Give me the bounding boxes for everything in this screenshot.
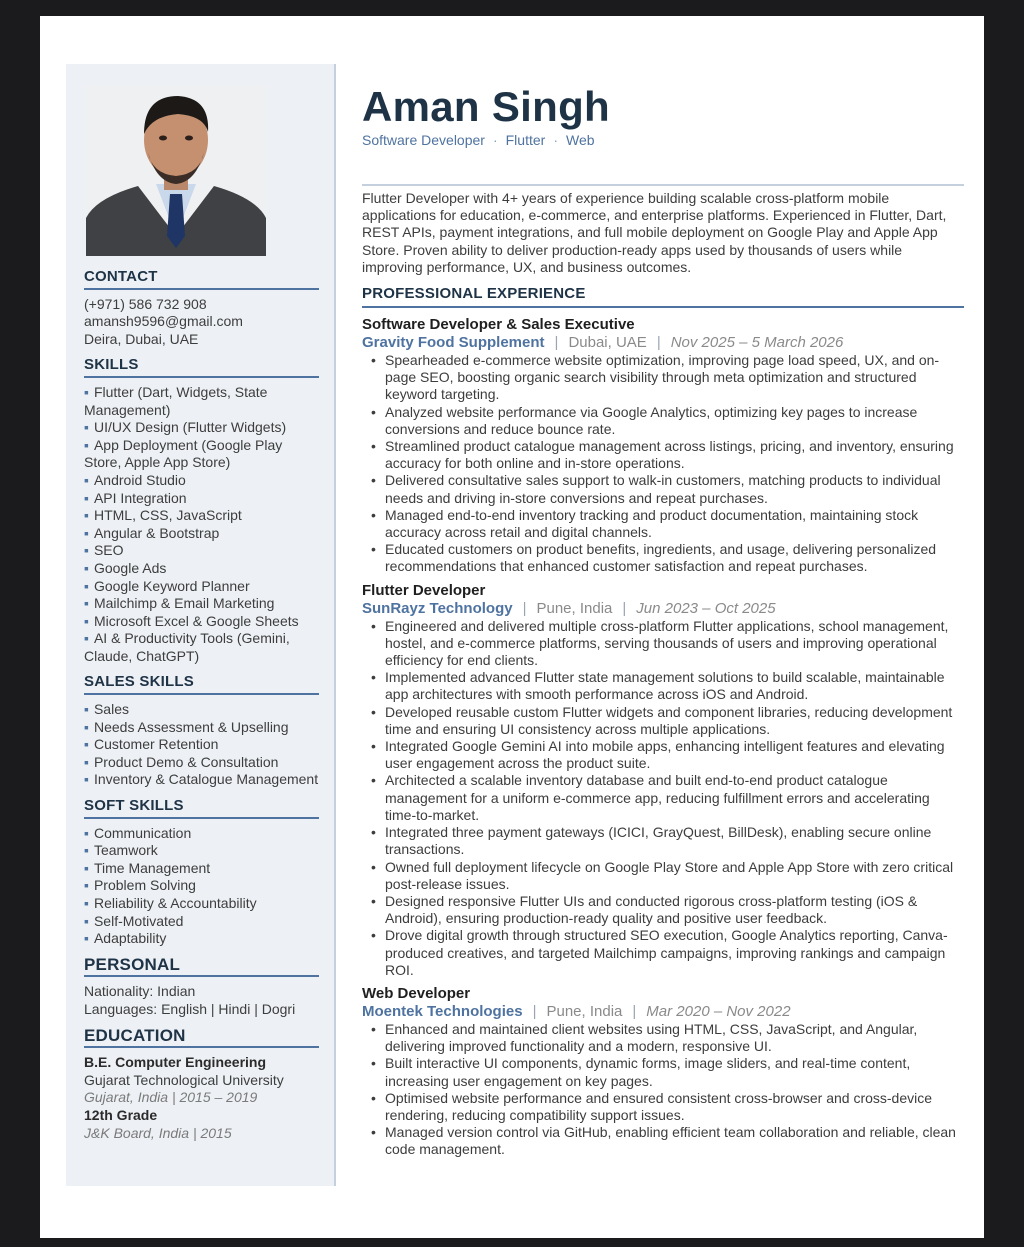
- job-bullets: [362, 352, 964, 576]
- skill-item: [84, 913, 319, 931]
- skill-item: [84, 860, 319, 878]
- education-degree: 12th Grade: [84, 1106, 158, 1123]
- sales-skills-heading: SALES SKILLS: [84, 673, 319, 695]
- job-bullet: • Designed responsive Flutter UIs and conducted rigorous cross-platform testing (iOS & Android), ensuring production-ready quality and positive user feedback.: [362, 893, 964, 927]
- skill-item: [84, 490, 319, 508]
- job-dates: Mar 2020 – Nov 2022: [646, 1002, 791, 1020]
- education-meta: J&K Board, India | 2015: [84, 1124, 232, 1141]
- contact-heading: CONTACT: [84, 268, 319, 290]
- education-section: [84, 1027, 319, 1143]
- experience-heading: PROFESSIONAL EXPERIENCE: [362, 285, 964, 308]
- job-bullet: • Streamlined product catalogue management across listings, pricing, and inventory, ensuring accuracy for both online and in-store operations.: [362, 438, 964, 472]
- skill-label: Microsoft Excel & Google Sheets: [93, 612, 299, 629]
- job-title: Flutter Developer: [362, 581, 486, 599]
- skill-item: [84, 630, 319, 665]
- bullet-marker: ▪: [84, 471, 89, 488]
- bullet-marker: ▪: [84, 383, 89, 400]
- personal-languages: Languages: English | Hindi | Dogri: [84, 1000, 296, 1017]
- job-bullet: • Drove digital growth through structured SEO execution, Google Analytics reporting, Canva-produced creatives, and targeted Mailchimp campaigns, improving rankings and campaign ROI.: [362, 927, 964, 979]
- job-bullet: • Educated customers on product benefits, ingredients, and usage, delivering personalized recommendations that enhanced customer satisfaction and repeat purchases.: [362, 541, 964, 575]
- skill-label: Google Ads: [93, 559, 167, 576]
- job-bullet: • Optimised website performance and ensured consistent cross-browser and cross-device rendering, reducing compatibility support issues.: [362, 1090, 964, 1124]
- job-company: Gravity Food Supplement: [362, 334, 545, 352]
- bullet-marker: ▪: [84, 895, 89, 911]
- meta-separator: |: [532, 1002, 537, 1020]
- skill-item: [84, 613, 319, 631]
- job-location: Pune, India: [536, 599, 613, 617]
- sidebar: [66, 64, 336, 1186]
- education-heading: EDUCATION: [84, 1027, 319, 1049]
- contact-email: amansh9596@gmail.com: [84, 313, 243, 330]
- tagline-separator: ·: [492, 132, 498, 148]
- bullet-marker: ▪: [84, 507, 89, 524]
- bullet-marker: ▪: [84, 559, 89, 576]
- skill-label: Angular & Bootstrap: [93, 524, 220, 541]
- job-dates: Jun 2023 – Oct 2025: [636, 599, 776, 617]
- education-meta: Gujarat, India | 2015 – 2019: [84, 1089, 258, 1106]
- job-bullet: • Managed version control via GitHub, enabling efficient team collaboration and reliable, clean code management.: [362, 1124, 964, 1158]
- skills-heading: SKILLS: [84, 356, 319, 378]
- skill-item: [84, 771, 319, 789]
- bullet-marker: ▪: [84, 718, 89, 735]
- meta-separator: |: [656, 334, 661, 352]
- job-bullet: • Managed end-to-end inventory tracking and product documentation, maintaining stock accuracy across retail and digital channels.: [362, 507, 964, 541]
- skill-item: [84, 472, 319, 490]
- job-meta-line: [362, 334, 964, 352]
- bullet-marker: ▪: [84, 736, 89, 753]
- job-location: Dubai, UAE: [568, 334, 647, 352]
- skill-item: [84, 525, 319, 543]
- bullet-marker: ▪: [84, 753, 89, 770]
- bullet-marker: ▪: [84, 630, 89, 647]
- bullet-marker: ▪: [84, 912, 89, 929]
- job-bullet: • Delivered consultative sales support to walk-in customers, matching products to individual needs and driving in-store conversions and repeat purchases.: [362, 472, 964, 506]
- bullet-marker: ▪: [84, 436, 89, 453]
- job-entry: [362, 582, 964, 979]
- job-dates: Nov 2025 – 5 March 2026: [670, 334, 844, 352]
- skill-label: Teamwork: [93, 842, 158, 859]
- bullet-marker: ▪: [84, 577, 89, 594]
- skill-label: Android Studio: [93, 471, 186, 488]
- bullet-marker: ▪: [84, 842, 89, 859]
- skill-label: SEO: [93, 542, 124, 559]
- job-entry: [362, 316, 964, 576]
- skill-label: Adaptability: [93, 930, 167, 947]
- job-bullets: [362, 618, 964, 979]
- skill-label: HTML, CSS, JavaScript: [93, 507, 242, 524]
- main-column: [362, 82, 964, 1159]
- meta-separator: |: [622, 599, 627, 617]
- skill-item: [84, 595, 319, 613]
- bullet-marker: ▪: [84, 859, 89, 876]
- skill-item: [84, 384, 319, 419]
- skill-label: Sales: [93, 701, 129, 718]
- skill-label: Flutter (Dart, Widgets, State Management): [84, 383, 268, 418]
- education-institution: Gujarat Technological University: [84, 1071, 284, 1088]
- skill-item: [84, 877, 319, 895]
- soft-skills-heading: SOFT SKILLS: [84, 797, 319, 819]
- education-degree: B.E. Computer Engineering: [84, 1054, 267, 1071]
- skill-label: Mailchimp & Email Marketing: [93, 595, 275, 612]
- job-meta-line: [362, 600, 964, 618]
- resume-page: [40, 16, 984, 1238]
- skill-label: Communication: [93, 824, 192, 841]
- skill-label: Needs Assessment & Upselling: [93, 718, 289, 735]
- skill-item: [84, 842, 319, 860]
- job-location: Pune, India: [546, 1002, 623, 1020]
- skill-item: [84, 560, 319, 578]
- tagline-separator: ·: [553, 132, 558, 148]
- contact-phone: (+971) 586 732 908: [84, 295, 207, 312]
- job-bullet: • Built interactive UI components, dynamic forms, image sliders, and real-time content, increasing user engagement on key pages.: [362, 1055, 964, 1089]
- skill-item: [84, 419, 319, 437]
- bullet-marker: ▪: [84, 489, 89, 506]
- skill-item: [84, 437, 319, 472]
- personal-heading: PERSONAL: [84, 956, 319, 978]
- job-title: Software Developer & Sales Executive: [362, 316, 635, 334]
- job-bullet: • Integrated Google Gemini AI into mobile apps, enhancing intelligent features and elevating user engagement across the product suite.: [362, 738, 964, 772]
- experience-list: [362, 316, 964, 1159]
- job-bullet: • Spearheaded e-commerce website optimization, improving page load speed, UX, and on-page SEO, boosting organic search visibility through meta optimization and structured keyword targeting.: [362, 352, 964, 404]
- skill-label: Time Management: [93, 859, 211, 876]
- sidebar-content: [84, 268, 319, 1150]
- job-meta-line: [362, 1003, 964, 1021]
- job-title: Web Developer: [362, 984, 471, 1002]
- meta-separator: |: [522, 599, 527, 617]
- skill-label: Self-Motivated: [93, 912, 184, 929]
- contact-location: Deira, Dubai, UAE: [84, 330, 199, 347]
- tagline: [362, 132, 964, 148]
- professional-summary: Flutter Developer with 4+ years of experience building scalable cross-platform mobile applications for education, e-commerce, and enterprise platforms. Experienced in Flutter, Dart, REST APIs, payment integrations, and full mobile deployment on Google Play and Apple App Store. Proven ability to deliver production-ready apps used by thousands of users while improving performance, UX, and business outcomes.: [362, 190, 947, 275]
- job-bullet: • Enhanced and maintained client websites using HTML, CSS, JavaScript, and Angular, delivering improved functionality and a modern, responsive UI.: [362, 1021, 964, 1055]
- job-bullet: • Developed reusable custom Flutter widgets and component libraries, reducing development time and ensuring UI consistency across multiple applications.: [362, 704, 964, 738]
- personal-nationality: Nationality: Indian: [84, 983, 196, 1000]
- skill-item: [84, 701, 319, 719]
- skill-label: UI/UX Design (Flutter Widgets): [93, 419, 287, 436]
- skill-item: [84, 507, 319, 525]
- skills-list: [84, 384, 319, 666]
- skill-label: App Deployment (Google Play Store, Apple App Store): [84, 436, 283, 471]
- skill-label: Google Keyword Planner: [93, 577, 250, 594]
- bullet-marker: ▪: [84, 419, 89, 436]
- job-bullet: • Integrated three payment gateways (ICICI, GrayQuest, BillDesk), enabling secure online transactions.: [362, 824, 964, 858]
- bullet-marker: ▪: [84, 524, 89, 541]
- tagline-role: Flutter: [505, 132, 546, 148]
- bullet-marker: ▪: [84, 612, 89, 629]
- skills-section: [84, 356, 319, 665]
- skill-item: [84, 895, 319, 913]
- meta-separator: |: [632, 1002, 637, 1020]
- profile-photo: [86, 86, 266, 256]
- skill-label: Problem Solving: [93, 877, 196, 894]
- skill-item: [84, 825, 319, 843]
- job-bullet: • Analyzed website performance via Google Analytics, optimizing key pages to increase conversions and reduce bounce rate.: [362, 404, 964, 438]
- header-divider: [362, 184, 964, 186]
- bullet-marker: ▪: [84, 824, 89, 841]
- profile-photo-illustration: [86, 86, 266, 256]
- job-bullet: • Implemented advanced Flutter state management solutions to build scalable, maintainable app architectures with smooth performance across iOS and Android.: [362, 669, 964, 703]
- job-company: SunRayz Technology: [362, 599, 513, 617]
- skill-item: [84, 719, 319, 737]
- skill-item: [84, 930, 319, 948]
- skill-label: Inventory & Catalogue Management: [93, 771, 319, 788]
- job-company: Moentek Technologies: [362, 1002, 523, 1020]
- tagline-role: Web: [565, 132, 595, 148]
- skill-label: Reliability & Accountability: [93, 895, 257, 911]
- sales-skills-section: [84, 673, 319, 789]
- skill-label: Product Demo & Consultation: [93, 753, 279, 770]
- skill-item: [84, 754, 319, 772]
- personal-section: [84, 956, 319, 1019]
- candidate-name: Aman Singh: [362, 83, 611, 130]
- skill-item: [84, 578, 319, 596]
- bullet-marker: ▪: [84, 701, 89, 718]
- job-bullet: • Owned full deployment lifecycle on Google Play Store and Apple App Store with zero critical post-release issues.: [362, 859, 964, 893]
- bullet-marker: ▪: [84, 930, 89, 947]
- job-bullet: • Architected a scalable inventory database and built end-to-end product catalogue management for a uniform e-commerce app, reducing fulfillment errors and accelerating time-to-market.: [362, 772, 964, 824]
- job-entry: [362, 985, 964, 1159]
- contact-section: [84, 268, 319, 348]
- skill-item: [84, 542, 319, 560]
- bullet-marker: ▪: [84, 595, 89, 612]
- tagline-role: Software Developer: [362, 132, 485, 148]
- skill-label: API Integration: [93, 489, 187, 506]
- soft-skills-section: [84, 797, 319, 948]
- bullet-marker: ▪: [84, 771, 89, 788]
- job-bullets: [362, 1021, 964, 1159]
- skill-label: Customer Retention: [93, 736, 219, 753]
- bullet-marker: ▪: [84, 542, 89, 559]
- skill-label: AI & Productivity Tools (Gemini, Claude, ChatGPT): [84, 630, 290, 664]
- skill-item: [84, 736, 319, 754]
- bullet-marker: ▪: [84, 877, 89, 894]
- meta-separator: |: [554, 334, 559, 352]
- job-bullet: • Engineered and delivered multiple cross-platform Flutter applications, school management, hostel, and e-commerce platforms, serving thousands of users and improving operational efficiency for end clients.: [362, 618, 964, 670]
- sales-skills-list: [84, 701, 319, 789]
- soft-skills-list: [84, 825, 319, 948]
